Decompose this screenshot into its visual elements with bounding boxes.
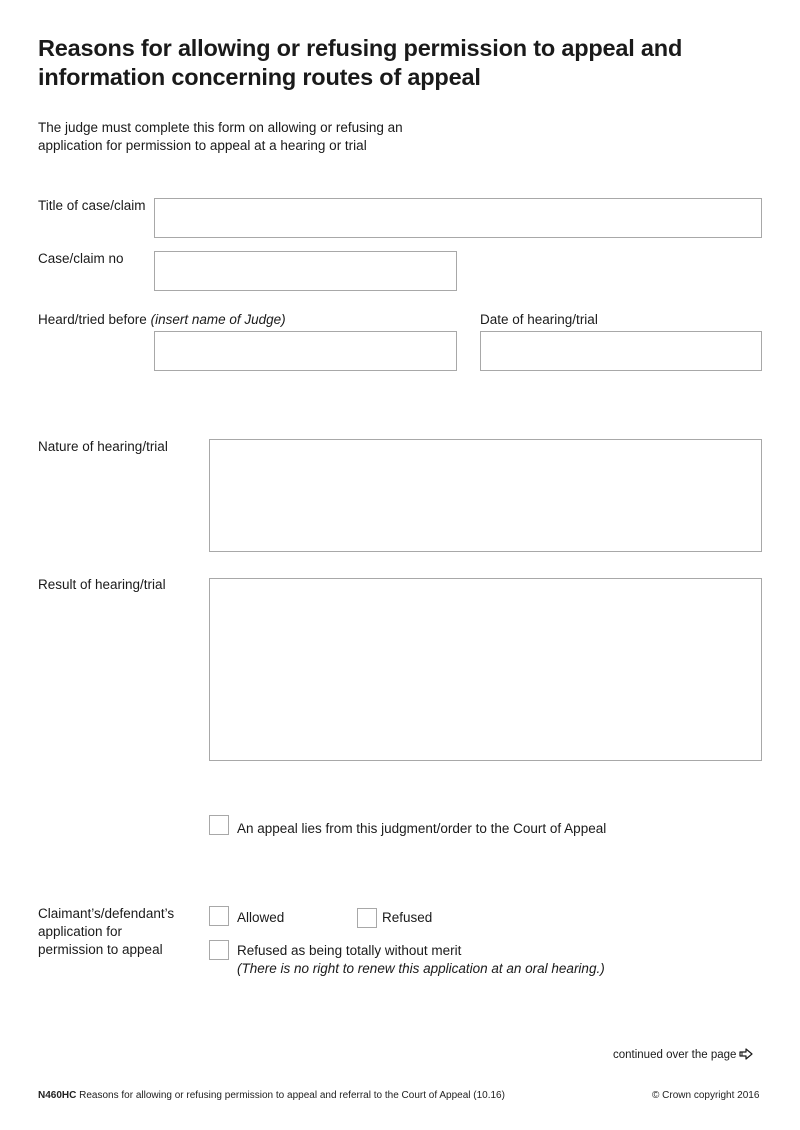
form-intro: [38, 119, 458, 155]
case-number-label: Case/claim no: [38, 251, 124, 266]
allowed-checkbox[interactable]: [209, 906, 229, 926]
application-label-line-3: permission to appeal: [38, 942, 163, 957]
case-number-input[interactable]: [154, 251, 457, 291]
refused-without-merit-note: (There is no right to renew this application at an oral hearing.): [237, 961, 605, 976]
refused-without-merit-label: Refused as being totally without merit: [237, 943, 462, 958]
result-of-hearing-label: Result of hearing/trial: [38, 577, 166, 592]
application-label-line-1: Claimant’s/defendant’s: [38, 906, 175, 921]
nature-of-hearing-label: Nature of hearing/trial: [38, 439, 168, 454]
result-of-hearing-textarea[interactable]: [209, 578, 762, 761]
heard-before-label: [38, 311, 286, 329]
form-title-line-1: Reasons for allowing or refusing permission to appeal and: [38, 35, 683, 61]
intro-line-2: application for permission to appeal at a hearing or trial: [38, 138, 367, 153]
footer-form-reference: [38, 1090, 505, 1102]
intro-line-1: The judge must complete this form on allowing or refusing an: [38, 120, 403, 135]
continued-text: continued over the page: [613, 1049, 737, 1061]
application-label: [38, 905, 174, 959]
heard-before-input[interactable]: [154, 331, 457, 371]
title-of-case-label: Title of case/claim: [38, 198, 146, 213]
refused-without-merit-checkbox[interactable]: [209, 940, 229, 960]
title-of-case-input[interactable]: [154, 198, 762, 238]
date-of-hearing-input[interactable]: [480, 331, 762, 371]
appeal-lies-checkbox[interactable]: [209, 815, 229, 835]
continued-over-page: [613, 1048, 753, 1064]
footer-form-code: N460HC: [38, 1090, 77, 1101]
form-title-line-2: information concerning routes of appeal: [38, 64, 481, 90]
arrow-right-icon: [739, 1048, 753, 1064]
nature-of-hearing-textarea[interactable]: [209, 439, 762, 552]
allowed-label: Allowed: [237, 910, 285, 925]
heard-before-label-text: Heard/tried before: [38, 312, 147, 327]
footer-copyright: © Crown copyright 2016: [652, 1090, 760, 1101]
refused-checkbox[interactable]: [357, 908, 377, 928]
appeal-lies-label: An appeal lies from this judgment/order to the Court of Appeal: [237, 821, 607, 836]
heard-before-hint: (insert name of Judge): [150, 312, 286, 327]
date-of-hearing-label: Date of hearing/trial: [480, 312, 598, 327]
refused-label: Refused: [382, 910, 433, 925]
form-title: [38, 34, 758, 92]
footer-form-name: Reasons for allowing or refusing permission to appeal and referral to the Court of Appeal (10.16): [76, 1090, 505, 1101]
application-label-line-2: application for: [38, 924, 123, 939]
